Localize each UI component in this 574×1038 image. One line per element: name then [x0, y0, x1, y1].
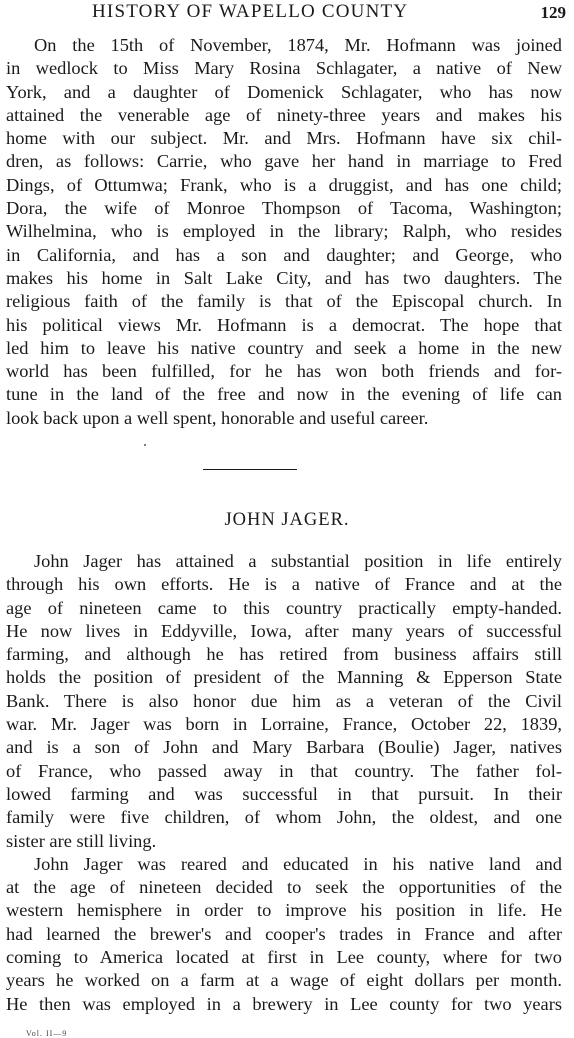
text-line: and is a son of John and Mary Barbara (Boulie) Jager, natives [6, 737, 562, 758]
text-line: lowed farming and was successful in that pursuit. In their [6, 783, 562, 804]
text-line: He then was employed in a brewery in Lee county for two years [6, 993, 562, 1014]
text-line: makes his home in Salt Lake City, and has two daughters. The [6, 267, 562, 288]
text-line: led him to leave his native country and seek a home in the new [6, 337, 562, 358]
text-line: family were five children, of whom John, the oldest, and one [6, 807, 562, 828]
running-title: HISTORY OF WAPELLO COUNTY [92, 1, 409, 22]
ink-speck [144, 444, 146, 446]
text-line: attained the venerable age of ninety-three years and makes his [6, 104, 562, 125]
text-line: farming, and although he has retired from business affairs still [6, 644, 562, 665]
page-number: 129 [540, 3, 566, 22]
text-line: age of nineteen came to this country practically empty-handed. [6, 597, 562, 618]
text-line: holds the position of president of the Manning & Epperson State [6, 667, 562, 688]
page-header [0, 0, 574, 26]
text-line: western hemisphere in order to improve his position in life. He [6, 900, 562, 921]
text-line: tune in the land of the free and now in the evening of life can [6, 384, 562, 405]
text-line: home with our subject. Mr. and Mrs. Hofmann have six chil- [6, 128, 562, 149]
text-line: Dings, of Ottumwa; Frank, who is a druggist, and has one child; [6, 174, 562, 195]
text-line: years he worked on a farm at a wage of eight dollars per month. [6, 970, 562, 991]
text-line: through his own efforts. He is a native of France and at the [6, 574, 562, 595]
text-line: Dora, the wife of Monroe Thompson of Tacoma, Washington; [6, 198, 562, 219]
text-line: look back upon a well spent, honorable and useful career. [6, 407, 429, 428]
signature-mark: Vol. II—9 [26, 1029, 68, 1038]
text-line: On the 15th of November, 1874, Mr. Hofmann was joined [34, 35, 562, 55]
text-line: coming to America located at first in Lee county, where for two [6, 947, 562, 968]
text-line: He now lives in Eddyville, Iowa, after many years of successful [6, 620, 562, 641]
text-line: world has been fulfilled, for he has won both friends and for- [6, 361, 562, 382]
text-line: at the age of nineteen decided to seek the opportunities of the [6, 877, 562, 898]
text-line: dren, as follows: Carrie, who gave her hand in marriage to Fred [6, 151, 562, 172]
text-line: Wilhelmina, who is employed in the library; Ralph, who resides [6, 221, 562, 242]
text-line: John Jager was reared and educated in his native land and [34, 853, 562, 874]
text-line: John Jager has attained a substantial position in life entirely [34, 551, 562, 571]
text-line: in California, and has a son and daughter; and George, who [6, 244, 562, 265]
intro-paragraph [6, 34, 562, 430]
text-line: his political views Mr. Hofmann is a democrat. The hope that [6, 314, 562, 335]
section-divider [203, 469, 297, 470]
text-line: Bank. There is also honor due him as a veteran of the Civil [6, 690, 562, 711]
text-line: war. Mr. Jager was born in Lorraine, France, October 22, 1839, [6, 714, 562, 735]
text-line: had learned the brewer's and cooper's trades in France and after [6, 923, 562, 944]
section-heading: JOHN JAGER. [224, 510, 350, 530]
text-line: York, and a daughter of Domenick Schlagater, who has now [6, 81, 562, 102]
text-line: of France, who passed away in that country. The father fol- [6, 760, 562, 781]
text-line: sister are still living. [6, 830, 157, 851]
biography-paragraphs [6, 550, 562, 1016]
text-line: in wedlock to Miss Mary Rosina Schlagater, a native of New [6, 58, 562, 79]
text-line: religious faith of the family is that of the Episcopal church. In [6, 291, 562, 312]
